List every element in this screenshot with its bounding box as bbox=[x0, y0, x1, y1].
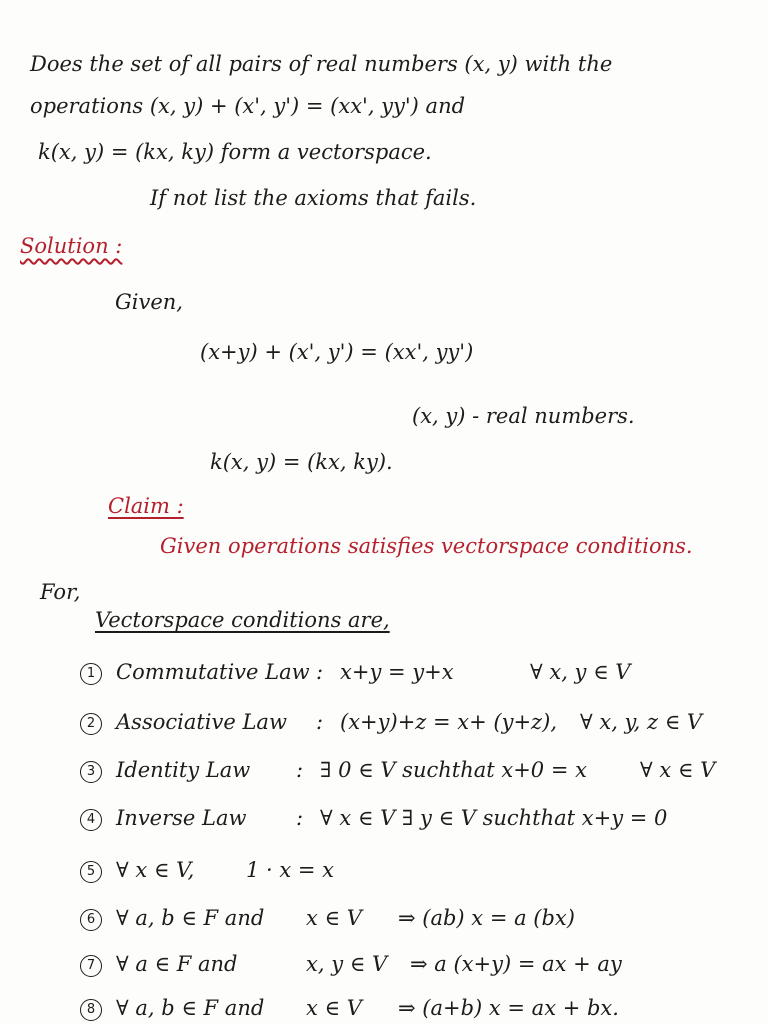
condition-item bbox=[80, 806, 667, 831]
given-equation-scalar: k(x, y) = (kx, ky). bbox=[210, 450, 393, 474]
condition-number: 8 bbox=[80, 999, 102, 1021]
condition-number: 2 bbox=[80, 713, 102, 735]
condition-item bbox=[80, 758, 715, 783]
condition-quantifier: ∀ x ∈ V bbox=[640, 758, 716, 782]
condition-number: 6 bbox=[80, 909, 102, 931]
condition-quantifier: ∀ x, y ∈ V bbox=[530, 660, 631, 684]
condition-name: ∀ x ∈ V, bbox=[116, 858, 195, 882]
solution-heading: Solution : bbox=[20, 234, 123, 258]
condition-number: 3 bbox=[80, 761, 102, 783]
given-equation-addition: (x+y) + (x', y') = (xx', yy') bbox=[200, 340, 474, 364]
condition-result: ⇒ (ab) x = a (bx) bbox=[398, 906, 575, 930]
problem-line-4: If not list the axioms that fails. bbox=[150, 186, 477, 210]
condition-item bbox=[80, 858, 334, 883]
condition-item bbox=[80, 660, 630, 685]
condition-result: ⇒ (a+b) x = ax + bx. bbox=[398, 996, 619, 1020]
claim-label: Claim : bbox=[108, 494, 184, 518]
condition-separator: : bbox=[316, 660, 324, 684]
condition-expression: ∀ x ∈ V ∃ y ∈ V suchthat x+y = 0 bbox=[320, 806, 668, 830]
condition-item bbox=[80, 710, 702, 735]
condition-expression: x+y = y+x bbox=[340, 660, 454, 684]
condition-item bbox=[80, 952, 622, 977]
condition-item bbox=[80, 906, 575, 931]
conditions-label bbox=[95, 608, 390, 632]
condition-expression: (x+y)+z = x+ (y+z), bbox=[340, 710, 557, 734]
condition-number: 1 bbox=[80, 663, 102, 685]
problem-line-3: k(x, y) = (kx, ky) form a vectorspace. bbox=[38, 140, 432, 164]
condition-name: Inverse Law bbox=[116, 806, 247, 830]
condition-separator: : bbox=[316, 710, 324, 734]
condition-name: ∀ a, b ∈ F and bbox=[116, 906, 265, 930]
claim-text: Given operations satisfies vectorspace conditions. bbox=[160, 534, 693, 558]
given-label: Given, bbox=[115, 290, 183, 314]
condition-expression: x, y ∈ V bbox=[306, 952, 388, 976]
given-note: (x, y) - real numbers. bbox=[412, 404, 635, 428]
condition-quantifier: ∀ x, y, z ∈ V bbox=[580, 710, 703, 734]
condition-number: 5 bbox=[80, 861, 102, 883]
condition-number: 7 bbox=[80, 955, 102, 977]
condition-expression: x ∈ V bbox=[306, 906, 362, 930]
condition-name: ∀ a ∈ F and bbox=[116, 952, 238, 976]
condition-item bbox=[80, 996, 619, 1021]
for-label: For, bbox=[40, 580, 81, 604]
condition-name: Identity Law bbox=[116, 758, 251, 782]
condition-separator: : bbox=[296, 806, 304, 830]
condition-expression: 1 · x = x bbox=[246, 858, 335, 882]
condition-name: Commutative Law bbox=[116, 660, 310, 684]
problem-line-1: Does the set of all pairs of real numbers (x, y) with the bbox=[30, 52, 613, 76]
condition-expression: x ∈ V bbox=[306, 996, 362, 1020]
conditions-label-text: Vectorspace conditions are, bbox=[95, 608, 390, 632]
condition-expression: ∃ 0 ∈ V suchthat x+0 = x bbox=[320, 758, 587, 782]
condition-result: ⇒ a (x+y) = ax + ay bbox=[410, 952, 622, 976]
problem-line-2: operations (x, y) + (x', y') = (xx', yy') and bbox=[30, 94, 466, 118]
condition-name: ∀ a, b ∈ F and bbox=[116, 996, 265, 1020]
condition-separator: : bbox=[296, 758, 304, 782]
condition-number: 4 bbox=[80, 809, 102, 831]
condition-name: Associative Law bbox=[116, 710, 287, 734]
